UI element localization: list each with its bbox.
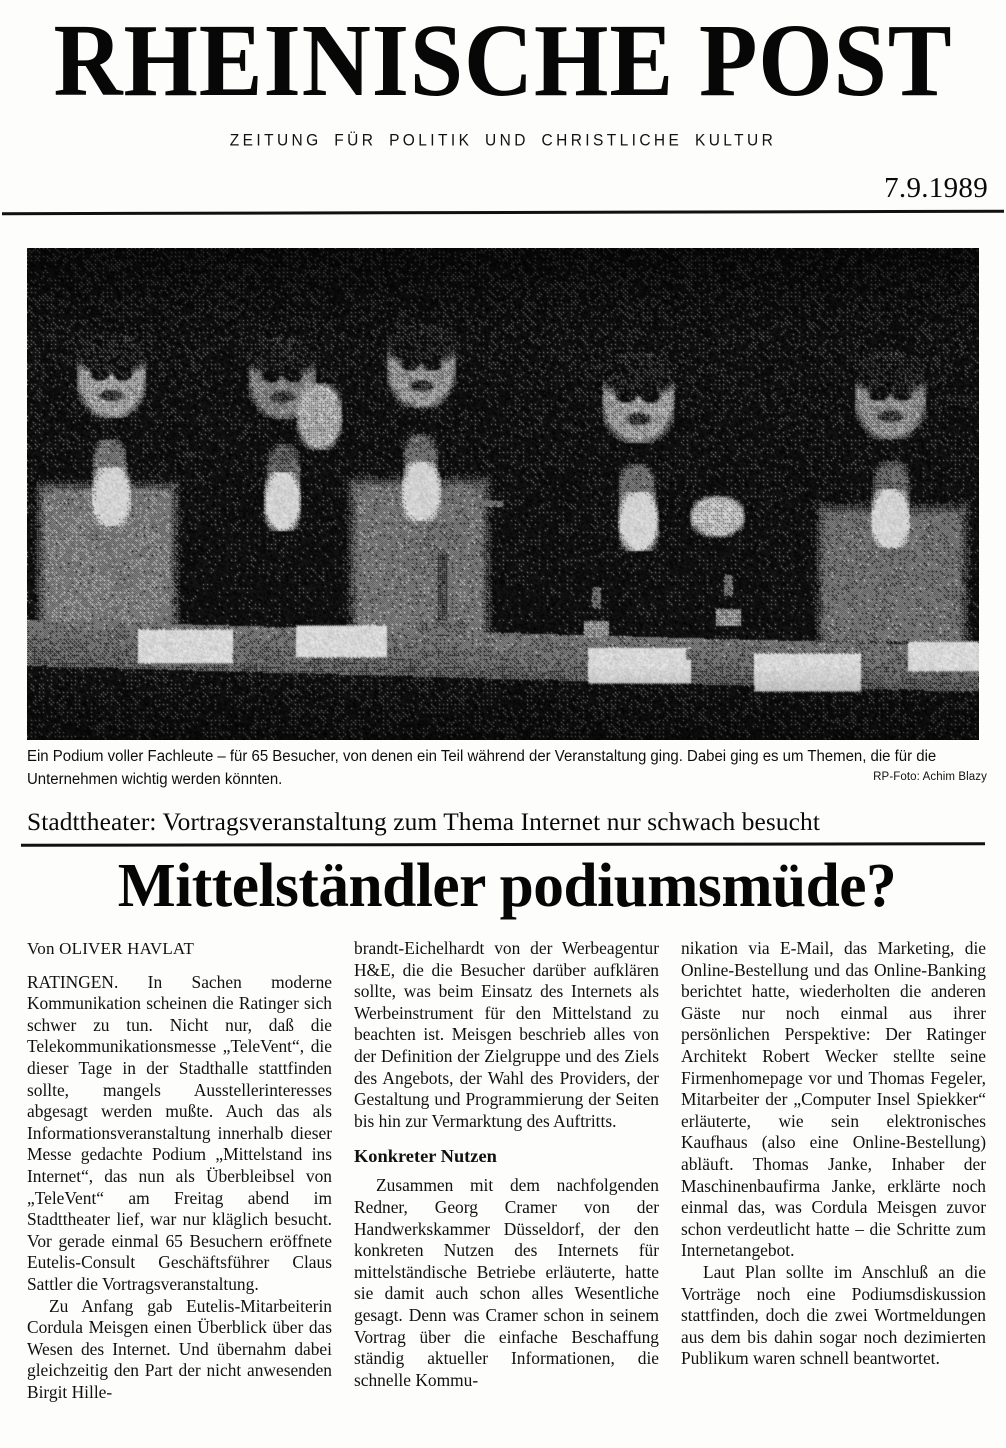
panel-discussion-photograph	[27, 248, 979, 740]
article-column-3	[681, 938, 986, 1438]
paragraph: Laut Plan sollte im Anschluß an die Vorträge noch eine Podiumsdiskussion stattfinden, doch die zwei Wortmeldungen aus dem bis dahin sogar noch dezimierten Publikum waren schnell beantwortet.	[681, 1261, 986, 1369]
section-subheading: Konkreter Nutzen	[354, 1146, 497, 1167]
article-headline: Mittelständler podiumsmüde?	[117, 852, 897, 920]
paragraph: nikation via E-Mail, das Marketing, die Online-Bestellung und das Online-Banking berichtet hatte, wiederholten die anderen Gäste nur noch einmal aus ihrer persönlichen Perspektive: Der Ratinger Architekt Robert Wecker stellte seine Firmenhomepage vor und Thomas Fegeler, Mitarbeiter der „Computer Insel Spiekker“ erläuterte, wie sein elektronisches Kaufhaus (also eine Online-Bestellung) abläuft. Thomas Janke, Inhaber der Maschinenbaufirma Janke, erklärte noch einmal das, was Cordula Meisgen zuvor schon verdeutlicht hatte – die Schritte zum Internetangebot.	[681, 938, 986, 1261]
paragraph: Zusammen mit dem nachfolgenden Redner, Georg Cramer von der Handwerkskammer Düsseldorf, der den konkreten Nutzen des Internets für mittelständische Betriebe erläuterte, hatte sie damit auch schon alles Wesentliche gesagt. Denn was Cramer schon in seinem Vortrag über die einfache Beschaffung ständig aktueller Informationen, die schnelle Kommu-	[354, 1175, 659, 1390]
article-column-1	[27, 938, 332, 1438]
paragraph: RATINGEN. In Sachen moderne Kommunikation scheinen die Ratinger sich schwer zu tun. Nicht nur, daß die Telekommunikationsmesse „TeleVent“, die dieser Tage in der Stadthalle stattfinden sollte, mangels Ausstellerinteresses abgesagt werden mußte. Auch das als Informationsveranstaltung innerhalb dieser Messe gedachte Podium „Mittelstand ins Internet“, das nun als Überbleibsel von „TeleVent“ am Freitag abend im Stadttheater lief, war nur kläglich besucht. Vor gerade einmal 65 Besuchern eröffnete Eutelis-Consult Geschäftsführer Claus Sattler die Vortragsveranstaltung.	[27, 971, 332, 1294]
article-kicker: Stadttheater: Vortragsveranstaltung zum Thema Internet nur schwach besucht	[27, 807, 820, 836]
kicker-divider	[21, 842, 985, 847]
newspaper-subtitle: ZEITUNG FÜR POLITIK UND CHRISTLICHE KULTUR	[229, 131, 777, 150]
article-body	[27, 938, 987, 1438]
newspaper-title: RHEINISCHE POST	[53, 3, 953, 118]
article-byline: Von OLIVER HAVLAT	[27, 939, 195, 958]
article-photo	[27, 248, 979, 740]
article-column-2	[354, 938, 659, 1438]
issue-date: 7.9.1989	[884, 172, 988, 204]
photo-caption: Ein Podium voller Fachleute – für 65 Besucher, von denen ein Teil während der Veranstaltung ging. Dabei ging es um Themen, die für die Unternehmen wichtig werden könnten.	[27, 747, 937, 789]
paragraph: Zu Anfang gab Eutelis-Mitarbeiterin Cordula Meisgen einen Überblick über das Wesen des Internet. Und übernahm dabei gleichzeitig den Part der nicht anwesenden Birgit Hille-	[27, 1295, 332, 1402]
photo-credit: RP-Foto: Achim Blazy	[873, 771, 987, 783]
masthead	[0, 0, 1006, 212]
paragraph: brandt-Eichelhardt von der Werbeagentur H&E, die die Besucher darüber aufklären sollte, was beim Einsatz des Internets als Werbeinstrument für den Mittelstand zu beachten ist. Meisgen beschrieb alles von der Definition der Zielgruppe und des Ziels des Angebots, der Wahl des Providers, der Gestaltung und Programmierung der Seiten bis hin zur Vermarktung des Auftritts.	[354, 938, 659, 1131]
